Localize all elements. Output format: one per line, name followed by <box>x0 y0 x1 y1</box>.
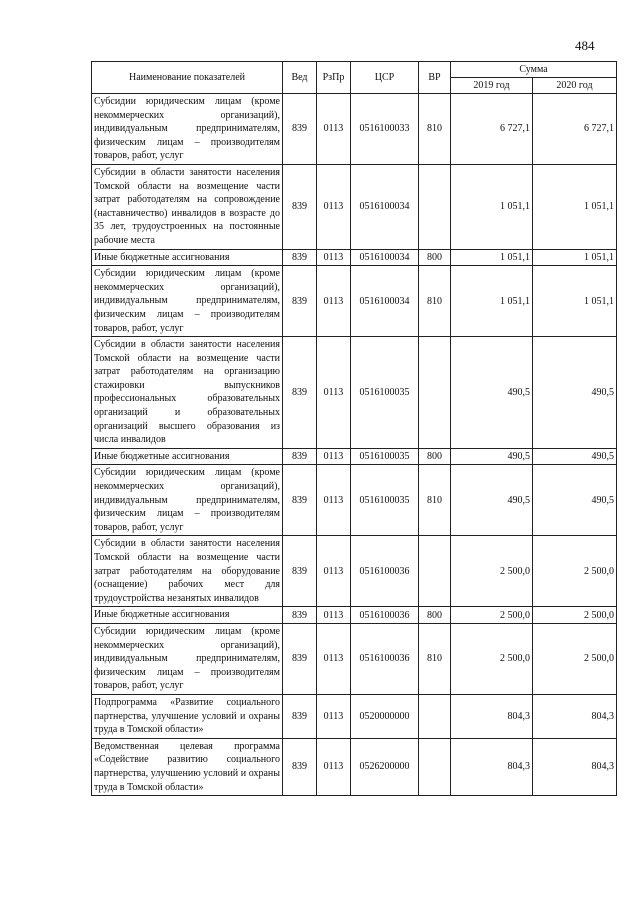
header-rzpr: РзПр <box>317 62 351 94</box>
cell-s2020: 1 051,1 <box>533 164 617 249</box>
cell-name: Иные бюджетные ассигнования <box>92 448 283 465</box>
table-row <box>92 249 617 266</box>
cell-vr: 800 <box>419 607 451 624</box>
cell-s2020: 2 500,0 <box>533 607 617 624</box>
cell-s2020: 2 500,0 <box>533 536 617 607</box>
header-vr: ВР <box>419 62 451 94</box>
cell-rzpr: 0113 <box>317 623 351 694</box>
cell-name: Субсидии в области занятости населения Томской области на возмещение части затрат работодателям на организацию стажировки выпускников профессиональных образовательных организаций и образовательных организаций высшего образования из числа инвалидов <box>92 337 283 449</box>
cell-csr: 0516100033 <box>351 94 419 165</box>
cell-rzpr: 0113 <box>317 164 351 249</box>
table-row <box>92 607 617 624</box>
table-body <box>92 94 617 796</box>
cell-s2019: 1 051,1 <box>451 164 533 249</box>
table-row <box>92 266 617 337</box>
cell-name: Иные бюджетные ассигнования <box>92 249 283 266</box>
table-header <box>92 62 617 94</box>
cell-csr: 0516100035 <box>351 465 419 536</box>
cell-s2020: 804,3 <box>533 738 617 795</box>
cell-rzpr: 0113 <box>317 448 351 465</box>
cell-s2019: 2 500,0 <box>451 536 533 607</box>
cell-s2019: 490,5 <box>451 337 533 449</box>
cell-s2020: 804,3 <box>533 694 617 738</box>
cell-rzpr: 0113 <box>317 607 351 624</box>
table-row <box>92 623 617 694</box>
cell-vr: 800 <box>419 249 451 266</box>
cell-rzpr: 0113 <box>317 694 351 738</box>
header-2020: 2020 год <box>533 78 617 94</box>
cell-name: Иные бюджетные ассигнования <box>92 607 283 624</box>
cell-ved: 839 <box>283 266 317 337</box>
cell-csr: 0516100034 <box>351 164 419 249</box>
cell-ved: 839 <box>283 448 317 465</box>
cell-vr <box>419 738 451 795</box>
cell-ved: 839 <box>283 249 317 266</box>
cell-vr <box>419 536 451 607</box>
cell-csr: 0516100036 <box>351 623 419 694</box>
cell-ved: 839 <box>283 607 317 624</box>
cell-rzpr: 0113 <box>317 94 351 165</box>
cell-ved: 839 <box>283 164 317 249</box>
budget-table <box>91 61 617 796</box>
cell-ved: 839 <box>283 694 317 738</box>
cell-name: Подпрограмма «Развитие социального партнерства, улучшение условий и охраны труда в Томской области» <box>92 694 283 738</box>
cell-rzpr: 0113 <box>317 465 351 536</box>
cell-csr: 0516100035 <box>351 337 419 449</box>
table-row <box>92 337 617 449</box>
cell-s2019: 6 727,1 <box>451 94 533 165</box>
cell-csr: 0516100034 <box>351 249 419 266</box>
cell-ved: 839 <box>283 465 317 536</box>
table-row <box>92 94 617 165</box>
table-row <box>92 694 617 738</box>
cell-name: Субсидии в области занятости населения Томской области на возмещение части затрат работодателям на оборудование (оснащение) рабочих мест для трудоустройства незанятых инвалидов <box>92 536 283 607</box>
header-name: Наименование показателей <box>92 62 283 94</box>
cell-ved: 839 <box>283 536 317 607</box>
cell-s2019: 804,3 <box>451 738 533 795</box>
cell-csr: 0516100036 <box>351 536 419 607</box>
cell-s2020: 490,5 <box>533 465 617 536</box>
header-ved: Вед <box>283 62 317 94</box>
cell-ved: 839 <box>283 94 317 165</box>
table-row <box>92 465 617 536</box>
table-row <box>92 164 617 249</box>
cell-csr: 0516100034 <box>351 266 419 337</box>
cell-vr: 810 <box>419 465 451 536</box>
cell-name: Субсидии в области занятости населения Томской области на возмещение части затрат работодателям на сопровождение (наставничество) инвалидов в возрасте до 35 лет, трудоустроенных на постоянные рабочие места <box>92 164 283 249</box>
cell-csr: 0520000000 <box>351 694 419 738</box>
cell-s2020: 1 051,1 <box>533 249 617 266</box>
cell-s2019: 1 051,1 <box>451 266 533 337</box>
cell-s2019: 2 500,0 <box>451 623 533 694</box>
cell-csr: 0526200000 <box>351 738 419 795</box>
cell-vr <box>419 164 451 249</box>
cell-name: Субсидии юридическим лицам (кроме некоммерческих организаций), индивидуальным предпринимателям, физическим лицам – производителям товаров, работ, услуг <box>92 465 283 536</box>
cell-s2020: 2 500,0 <box>533 623 617 694</box>
cell-vr: 800 <box>419 448 451 465</box>
cell-name: Субсидии юридическим лицам (кроме некоммерческих организаций), индивидуальным предпринимателям, физическим лицам – производителям товаров, работ, услуг <box>92 623 283 694</box>
cell-csr: 0516100035 <box>351 448 419 465</box>
cell-s2019: 490,5 <box>451 448 533 465</box>
cell-name: Субсидии юридическим лицам (кроме некоммерческих организаций), индивидуальным предпринимателям, физическим лицам – производителям товаров, работ, услуг <box>92 94 283 165</box>
cell-vr <box>419 694 451 738</box>
cell-ved: 839 <box>283 623 317 694</box>
cell-vr: 810 <box>419 623 451 694</box>
cell-s2020: 1 051,1 <box>533 266 617 337</box>
cell-rzpr: 0113 <box>317 738 351 795</box>
cell-rzpr: 0113 <box>317 249 351 266</box>
cell-s2019: 490,5 <box>451 465 533 536</box>
cell-vr <box>419 337 451 449</box>
cell-csr: 0516100036 <box>351 607 419 624</box>
cell-name: Ведомственная целевая программа «Содействие развитию социального партнерства, улучшению условий и охраны труда в Томской области» <box>92 738 283 795</box>
table-row <box>92 536 617 607</box>
table-row <box>92 448 617 465</box>
cell-vr: 810 <box>419 266 451 337</box>
cell-ved: 839 <box>283 738 317 795</box>
table-row <box>92 738 617 795</box>
cell-s2020: 490,5 <box>533 337 617 449</box>
cell-s2020: 490,5 <box>533 448 617 465</box>
cell-s2020: 6 727,1 <box>533 94 617 165</box>
header-csr: ЦСР <box>351 62 419 94</box>
cell-rzpr: 0113 <box>317 536 351 607</box>
cell-rzpr: 0113 <box>317 337 351 449</box>
cell-s2019: 1 051,1 <box>451 249 533 266</box>
page-number: 484 <box>575 38 595 53</box>
cell-s2019: 2 500,0 <box>451 607 533 624</box>
cell-rzpr: 0113 <box>317 266 351 337</box>
cell-vr: 810 <box>419 94 451 165</box>
cell-ved: 839 <box>283 337 317 449</box>
cell-s2019: 804,3 <box>451 694 533 738</box>
cell-name: Субсидии юридическим лицам (кроме некоммерческих организаций), индивидуальным предпринимателям, физическим лицам – производителям товаров, работ, услуг <box>92 266 283 337</box>
header-sum: Сумма <box>451 62 617 78</box>
header-2019: 2019 год <box>451 78 533 94</box>
